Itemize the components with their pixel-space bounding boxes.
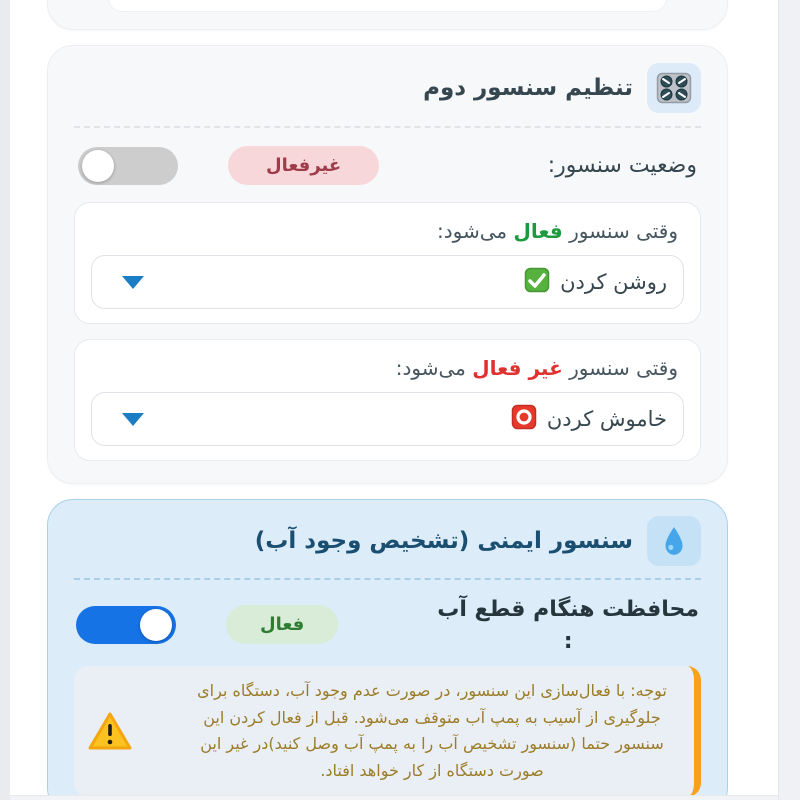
warning-text: توجه: با فعال‌سازی این سنسور، در صورت عدم وجود آب، دستگاه برای جلوگیری از آسیب به پمپ آب متوقف می‌شود. قبل از فعال کردن این سنسور حتما (سنسور تشخیص آب را به پمپ آب وصل کنید)در غیر این صورت دستگاه از کار خواهد افتاد. [197,680,667,781]
protection-label: محافظت هنگام قطع آب [437,597,699,622]
off-action-box [74,339,701,461]
off-action-value: خاموش کردن [546,407,667,431]
next-card-remnant [10,795,778,800]
on-action-select[interactable] [91,255,684,309]
on-action-box [74,202,701,324]
sensor-status-label: وضعیت سنسور: [547,153,697,178]
scrollbar-track[interactable] [778,0,800,800]
status-badge: غیرفعال [228,146,379,185]
on-action-label [91,219,678,243]
second-sensor-header [74,62,701,114]
off-label-highlight: غیر فعال [472,356,563,380]
on-label-highlight: فعال [513,219,563,243]
on-label-suffix: می‌شود: [437,219,514,243]
left-gutter [0,0,10,800]
protection-badge: فعال [226,605,338,644]
off-action-label [91,356,678,380]
chevron-down-icon [122,413,144,426]
protection-label-block [437,595,699,654]
green-check-icon [524,267,550,298]
off-label-prefix: وقتی سنسور [562,356,678,380]
safety-sensor-title: سنسور ایمنی (تشخیص وجود آب) [254,528,633,554]
protection-row [74,591,701,654]
protection-colon: : [563,628,573,654]
warning-triangle-icon [88,711,132,751]
off-action-value-wrap [511,404,667,435]
second-sensor-card [47,45,728,484]
off-label-suffix: می‌شود: [395,356,473,380]
protection-toggle[interactable] [76,606,176,644]
chevron-down-icon [122,276,144,289]
toggle-knob [140,609,172,641]
settings-page [47,0,728,800]
sensor-status-controls [78,146,379,185]
on-action-value-wrap [524,267,667,298]
second-sensor-title: تنظیم سنسور دوم [423,75,633,101]
water-drop-icon [647,516,701,566]
safety-sensor-card [47,499,728,800]
warning-box [74,666,701,798]
toggle-knob [82,150,114,182]
divider-dashed [74,126,701,128]
previous-card-remnant [47,0,728,30]
red-o-icon [511,404,537,435]
control-knobs-icon [647,63,701,113]
off-action-select[interactable] [91,392,684,446]
on-label-prefix: وقتی سنسور [562,219,678,243]
safety-sensor-header [74,515,701,567]
sensor-status-row [74,140,701,187]
on-action-value: روشن کردن [560,270,667,294]
sensor-status-toggle[interactable] [78,147,178,185]
protection-controls [76,605,338,644]
previous-card-inner-box [108,0,667,12]
divider-dashed-blue [74,578,701,580]
